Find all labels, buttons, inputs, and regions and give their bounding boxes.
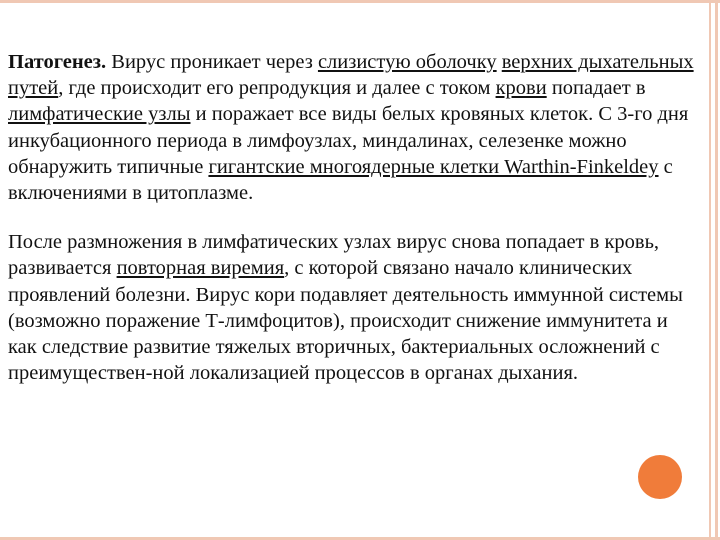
paragraph-pathogenesis	[8, 49, 698, 206]
paragraph-viremia	[8, 229, 698, 386]
link-giant-cells[interactable]: гигантские многоядерные клетки Warthin-Finkeldey	[208, 155, 659, 178]
text-segment: попадает в	[546, 77, 646, 100]
text-segment: , где происходит его репродукция и далее с током	[58, 77, 496, 100]
link-secondary-viremia[interactable]: повторная виремия	[116, 257, 285, 280]
link-mucous-membrane[interactable]: слизистую оболочку	[317, 51, 497, 73]
link-lymph-nodes[interactable]: лимфатические узлы	[8, 103, 191, 126]
text-segment: и поражает все виды белых кровяных клеток. С 3-го дня инкубационного периода в лимфоузлах, миндалинах, селезенке можно обнаружить типичные	[8, 103, 689, 178]
text-segment: с включениями в цитоплазме.	[8, 155, 673, 205]
text-segment: , с которой связано начало клинических проявлений болезни. Вирус кори подавляет деятельность иммунной системы (возможно поражение Т-лимфоцитов), происходит снижение иммунитета и как следствие развитие тяжелых вторичных, бактериальных осложнений с преимуществен-ной локализацией процессов в органах дыхания.	[8, 257, 683, 385]
link-blood[interactable]: крови	[495, 77, 547, 100]
slide-body	[8, 49, 698, 386]
slide-frame-right-outer	[715, 0, 718, 540]
link-upper-airways[interactable]: верхних дыхательных путей	[8, 51, 694, 100]
slide-frame-top	[0, 0, 720, 3]
text-segment: Вирус проникает через	[106, 51, 318, 73]
text-segment: После размножения в лимфатических узлах вирус снова попадает в кровь, развивается	[8, 231, 660, 280]
slide-frame-right-inner	[709, 0, 711, 540]
accent-dot	[638, 455, 682, 499]
term-pathogenesis: Патогенез.	[8, 51, 107, 73]
